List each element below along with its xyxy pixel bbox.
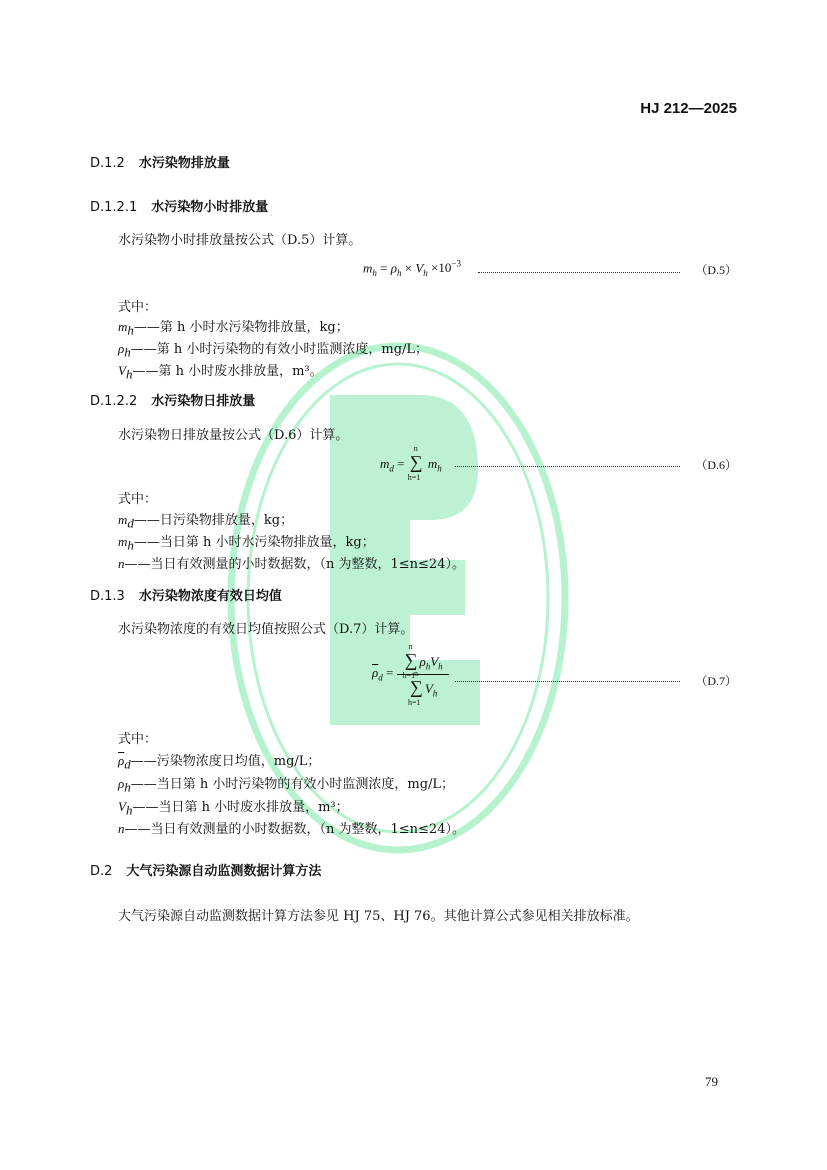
section-heading-d12 bbox=[90, 152, 230, 171]
definition-item: n——当日有效测量的小时数据数，（n 为整数，1≤n≤24）。 bbox=[118, 821, 465, 837]
section-title: 水污染物小时排放量 bbox=[151, 200, 269, 215]
section-title: 水污染物浓度有效日均值 bbox=[138, 589, 282, 604]
equation-number-d5: （D.5） bbox=[695, 263, 737, 277]
section-heading-d2 bbox=[90, 860, 321, 879]
equation-number-d7: （D.7） bbox=[695, 674, 737, 688]
definition-item: $m_h——$当日第 h 小时水污染物排放量，kg； bbox=[118, 534, 375, 553]
where-label: 式中： bbox=[118, 300, 158, 315]
dot-leader bbox=[455, 466, 680, 467]
paragraph-d13: 水污染物浓度的有效日均值按照公式（D.7）计算。 bbox=[118, 622, 414, 637]
section-number: D.1.2 bbox=[90, 156, 125, 171]
definition-item: $\rho_h——$当日第 h 小时污染物的有效小时监测浓度，mg/L； bbox=[118, 776, 455, 795]
formula-d5: $m_h = \rho_h \times V_h \times 10^{-3}$ bbox=[363, 259, 461, 278]
dot-leader bbox=[478, 272, 680, 273]
equation-number-d6: （D.6） bbox=[695, 458, 737, 472]
paragraph-d122: 水污染物日排放量按公式（D.6）计算。 bbox=[118, 428, 349, 443]
where-label: 式中： bbox=[118, 492, 158, 507]
formula-d7: $\overline{\rho}_d$ = n ∑ h=1 $\rho_hV_h$ n ∑ h=1 $V_h$ bbox=[372, 650, 449, 698]
definition-item: $\overline{\rho}_d——$污染物浓度日均值，mg/L； bbox=[118, 753, 321, 772]
section-title: 水污染物排放量 bbox=[138, 156, 230, 171]
definition-item: n——当日有效测量的小时数据数，（n 为整数，1≤n≤24）。 bbox=[118, 556, 465, 572]
section-heading-d122 bbox=[90, 390, 255, 409]
page-number: 79 bbox=[705, 1074, 718, 1089]
section-heading-d13 bbox=[90, 585, 282, 604]
definition-item: $V_h——$第 h 小时废水排放量，m³。 bbox=[118, 363, 323, 382]
paragraph-d121: 水污染物小时排放量按公式（D.5）计算。 bbox=[118, 233, 362, 248]
definition-item: $V_h——$当日第 h 小时废水排放量，m³； bbox=[118, 799, 349, 818]
section-number: D.1.2.2 bbox=[90, 394, 138, 409]
section-title: 大气污染源自动监测数据计算方法 bbox=[126, 864, 322, 879]
dot-leader bbox=[455, 681, 680, 682]
formula-d6: $m_d$ = n ∑ h=1 $m_h$ bbox=[380, 444, 442, 482]
section-title: 水污染物日排放量 bbox=[151, 394, 256, 409]
where-label: 式中： bbox=[118, 732, 158, 747]
section-number: D.2 bbox=[90, 864, 113, 879]
standard-number: HJ 212—2025 bbox=[640, 100, 737, 117]
paragraph-d2: 大气污染源自动监测数据计算方法参见 HJ 75、HJ 76。其他计算公式参见相关排放标准。 bbox=[118, 909, 639, 924]
definition-item: $m_h——$第 h 小时水污染物排放量，kg； bbox=[118, 319, 349, 338]
section-heading-d121 bbox=[90, 196, 268, 215]
section-number: D.1.2.1 bbox=[90, 200, 138, 215]
definition-item: $m_d——$日污染物排放量，kg； bbox=[118, 512, 294, 531]
definition-item: $\rho_h——$第 h 小时污染物的有效小时监测浓度，mg/L； bbox=[118, 341, 429, 360]
section-number: D.1.3 bbox=[90, 589, 125, 604]
